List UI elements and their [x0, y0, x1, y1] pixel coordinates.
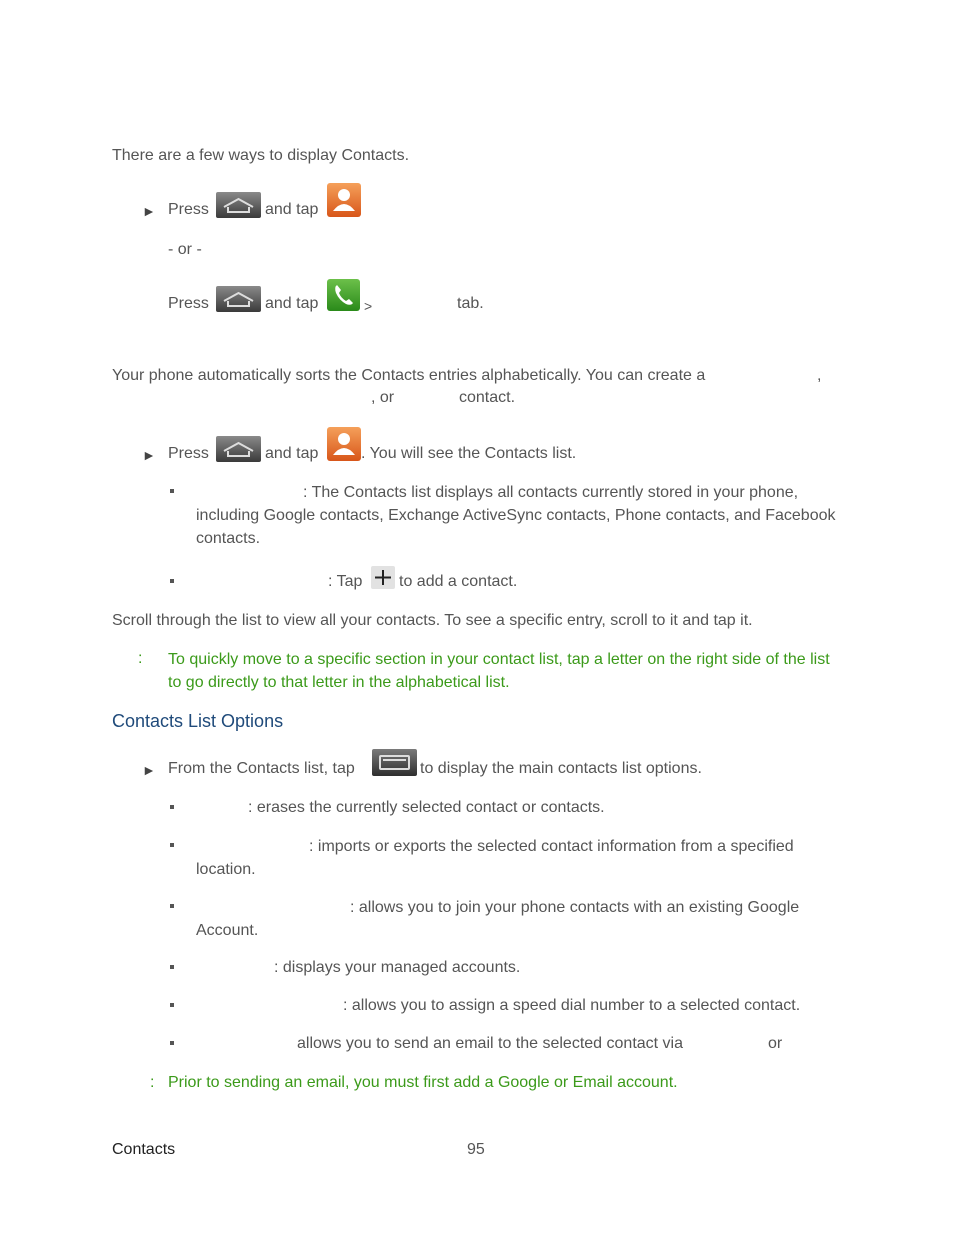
- option-join-text: : allows you to join your phone contacts with an existing Google Account.: [196, 899, 800, 939]
- contacts-app-icon: [327, 427, 361, 461]
- sort-para-comma: ,: [817, 367, 822, 384]
- square-bullet: [170, 843, 174, 847]
- sort-para-or: , or: [371, 389, 395, 406]
- footer-section: Contacts: [112, 1141, 176, 1158]
- step2-tab: tab.: [457, 295, 484, 312]
- step4-tail: to display the main contacts list options.: [420, 760, 702, 777]
- sub2-tap: : Tap: [328, 573, 363, 590]
- home-key-icon: [216, 436, 261, 462]
- menu-key-icon: [372, 749, 417, 776]
- home-key-icon: [216, 192, 261, 218]
- square-bullet: [170, 579, 174, 583]
- option-send-email-text: allows you to send an email to the selected contact via: [297, 1035, 683, 1052]
- plus-icon: [371, 566, 395, 589]
- intro-text: There are a few ways to display Contacts.: [112, 147, 410, 164]
- contacts-app-icon: [327, 183, 361, 217]
- footer-page-number: 95: [467, 1141, 485, 1158]
- square-bullet: [170, 904, 174, 908]
- home-key-icon: [216, 286, 261, 312]
- option-accounts-text: : displays your managed accounts.: [274, 959, 521, 976]
- option-send-email-or: or: [768, 1035, 783, 1052]
- sort-para-contact: contact.: [459, 389, 516, 406]
- step1-press: Press: [168, 201, 209, 218]
- sub1-text: : The Contacts list displays all contacts currently stored in your phone, including Google contacts, Exchange ActiveSync contacts, Phone contacts, and Facebook contacts.: [196, 484, 836, 547]
- square-bullet: [170, 805, 174, 809]
- step1-bullet: ►: [142, 203, 156, 219]
- phone-app-icon: [327, 279, 360, 311]
- step4-bullet: ►: [142, 762, 156, 778]
- tip-text: To quickly move to a specific section in your contact list, tap a letter on the right side of the list to go directly to that letter in the alphabetical list.: [168, 651, 830, 691]
- step2-and-tap: and tap: [265, 295, 319, 312]
- step2-gt: >: [364, 298, 373, 314]
- square-bullet: [170, 489, 174, 493]
- sort-para-line1: Your phone automatically sorts the Contacts entries alphabetically. You can create a: [112, 367, 706, 384]
- note-text: Prior to sending an email, you must first add a Google or Email account.: [168, 1074, 678, 1091]
- note-colon: :: [150, 1074, 155, 1091]
- step2-press: Press: [168, 295, 209, 312]
- option-speed-dial-text: : allows you to assign a speed dial number to a selected contact.: [343, 997, 801, 1014]
- tip-colon: :: [138, 650, 143, 667]
- section-heading: Contacts List Options: [112, 711, 284, 731]
- scroll-para: Scroll through the list to view all your contacts. To see a specific entry, scroll to it and tap it.: [112, 612, 753, 629]
- or-separator: - or -: [168, 241, 202, 258]
- step3-tail: . You will see the Contacts list.: [361, 445, 577, 462]
- step3-bullet: ►: [142, 447, 156, 463]
- sub2-tail: to add a contact.: [399, 573, 518, 590]
- step3-press: Press: [168, 445, 209, 462]
- option-import-export-text: : imports or exports the selected contact information from a specified location.: [196, 838, 794, 878]
- square-bullet: [170, 1003, 174, 1007]
- step3-and-tap: and tap: [265, 445, 319, 462]
- square-bullet: [170, 965, 174, 969]
- option-delete-text: : erases the currently selected contact or contacts.: [248, 799, 605, 816]
- step1-and-tap: and tap: [265, 201, 319, 218]
- step4-lead: From the Contacts list, tap: [168, 760, 355, 777]
- square-bullet: [170, 1041, 174, 1045]
